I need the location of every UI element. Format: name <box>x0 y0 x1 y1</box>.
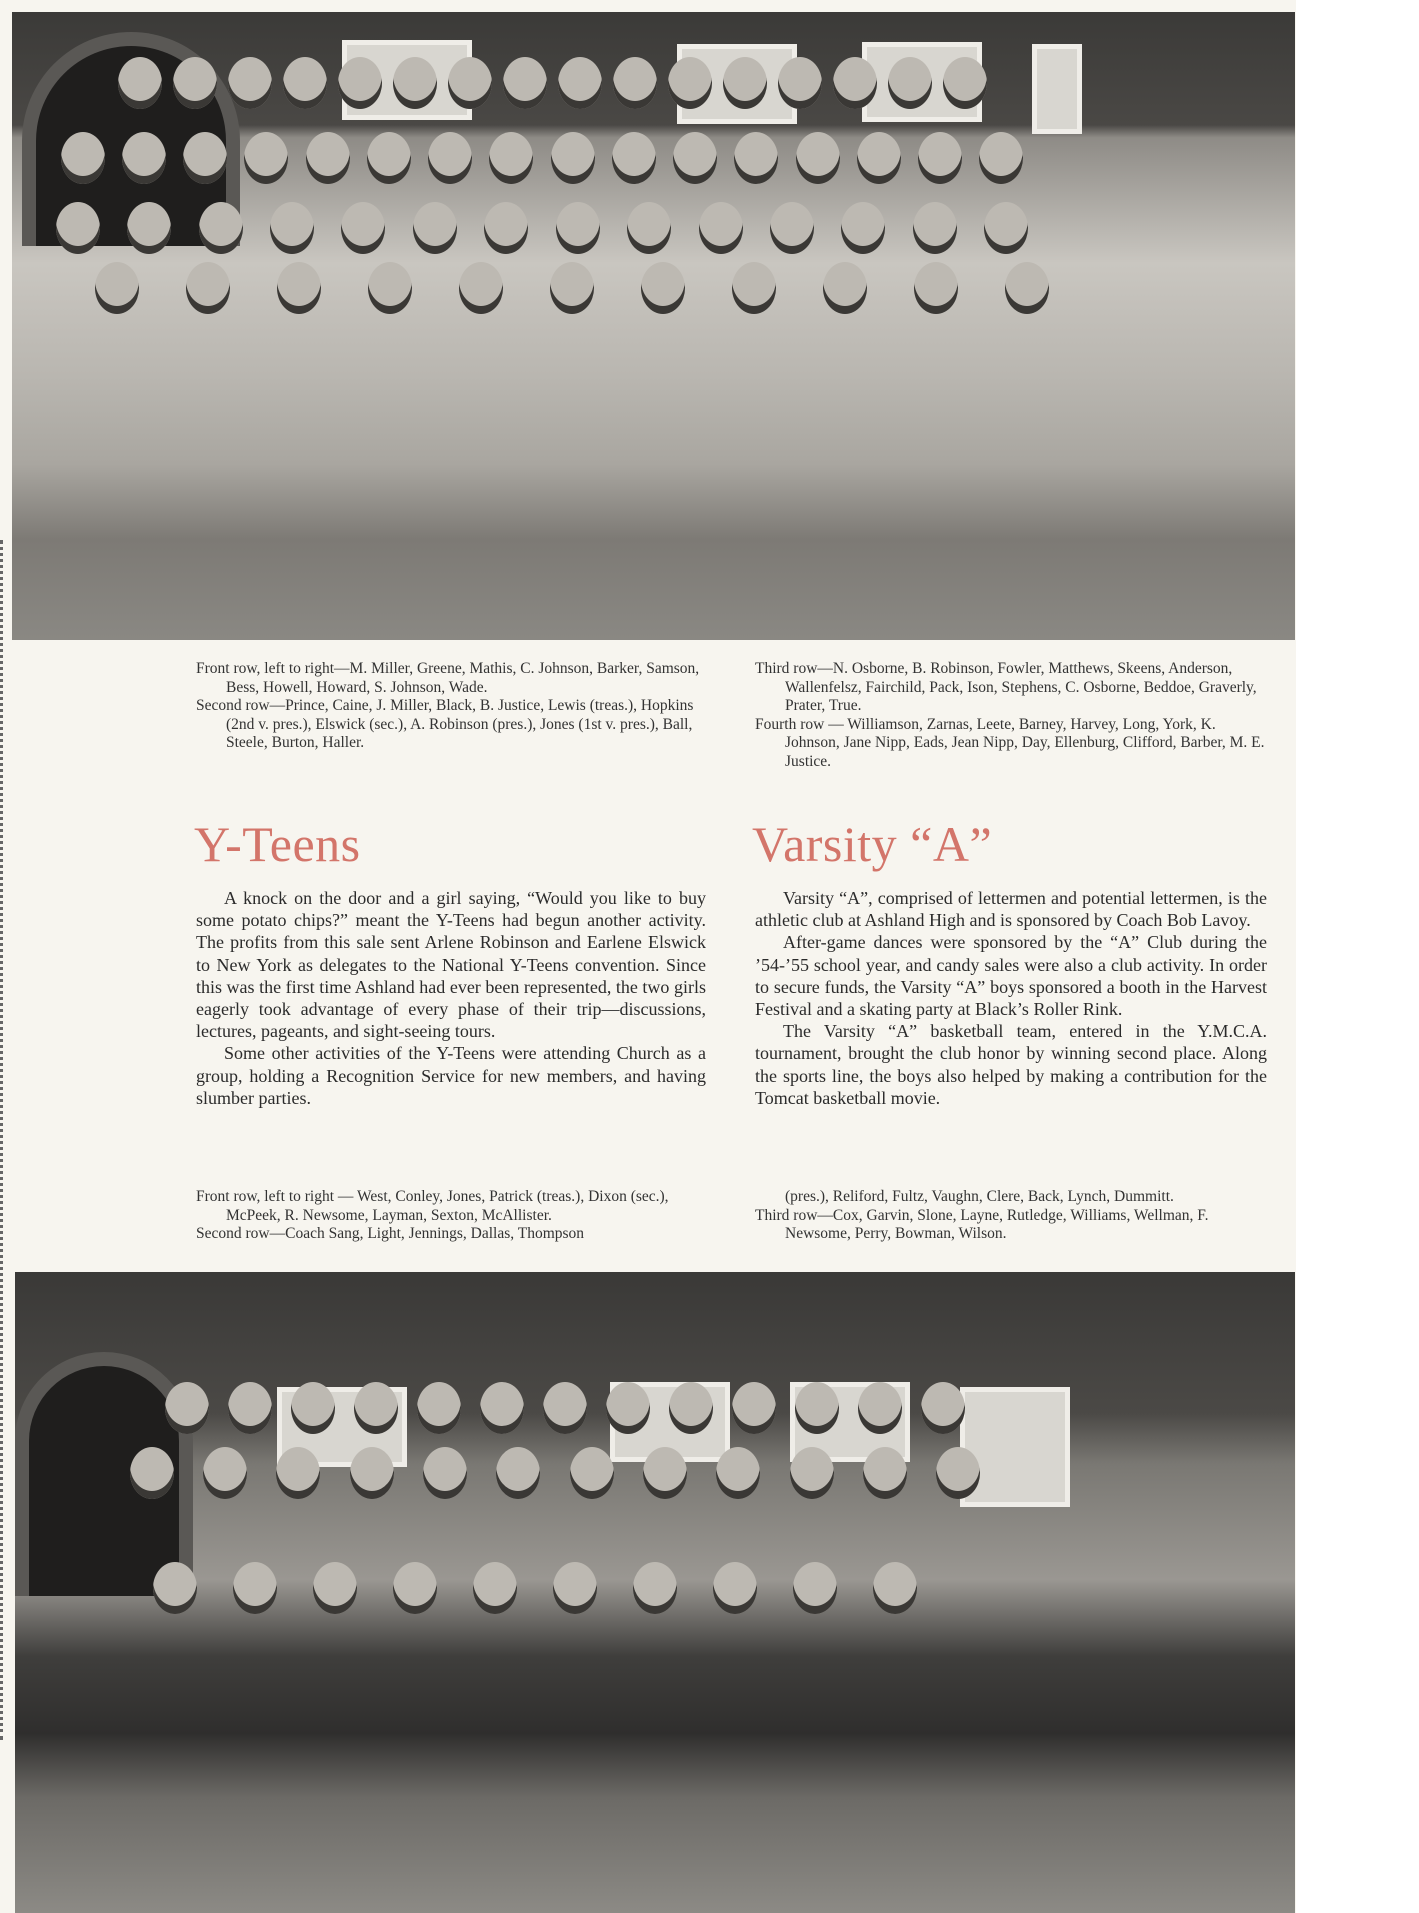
front-row-people <box>72 262 1072 314</box>
yteens-heading: Y-Teens <box>194 816 361 872</box>
varsity-photo-caption-left <box>196 1188 706 1244</box>
front-row-people <box>135 1562 935 1614</box>
caption-third-row: Third row—Cox, Garvin, Slone, Layne, Rutledge, Williams, Wellman, F. Newsome, Perry, Bowman, Wilson. <box>755 1206 1209 1242</box>
caption-second-row: Second row—Coach Sang, Light, Jennings, Dallas, Thompson <box>196 1225 585 1242</box>
yteens-paragraph: Some other activities of the Y-Teens were attending Church as a group, holding a Recognition Service for new members, and having slumber parties. <box>196 1043 706 1108</box>
varsity-paragraph: Varsity “A”, comprised of lettermen and potential lettermen, is the athletic club at Ashland High and is sponsored by Coach Bob Lavoy. <box>755 888 1267 931</box>
varsity-heading: Varsity “A” <box>752 816 993 872</box>
third-row-people <box>52 132 1032 184</box>
varsity-paragraph: The Varsity “A” basketball team, entered in the Y.M.C.A. tournament, brought the club honor by winning second place. Along the sports line, the boys also helped by making a contribution for the Tomcat basketball movie. <box>755 1021 1267 1108</box>
caption-second-row: Second row—Prince, Caine, J. Miller, Black, B. Justice, Lewis (treas.), Hopkins (2nd v. pres.), Elswick (sec.), A. Robinson (pres.), Jones (1st v. pres.), Ball, Steele, Burton, Haller. <box>196 697 694 751</box>
yteens-group-photo <box>12 12 1295 640</box>
varsity-group-photo <box>15 1272 1295 1913</box>
caption-third-row: Third row—N. Osborne, B. Robinson, Fowler, Matthews, Skeens, Anderson, Wallenfelsz, Fairchild, Pack, Ison, Stephens, C. Osborne, Beddoe, Graverly, Prater, True. <box>755 660 1257 714</box>
window <box>1032 44 1082 134</box>
varsity-photo-caption-right <box>755 1188 1267 1244</box>
yteens-photo-caption-left <box>196 660 706 753</box>
back-row-people <box>112 57 992 109</box>
back-row-people <box>155 1382 975 1434</box>
second-row-people <box>115 1447 995 1499</box>
caption-fourth-row: Fourth row — Williamson, Zarnas, Leete, Barney, Harvey, Long, York, K. Johnson, Jane Nipp, Eads, Jean Nipp, Day, Ellenburg, Clifford, Barber, M. E. Justice. <box>755 715 1265 770</box>
varsity-article <box>755 887 1267 1109</box>
caption-front-row: Front row, left to right — West, Conley, Jones, Patrick (treas.), Dixon (sec.), McPeek, R. Newsome, Layman, Sexton, McAllister. <box>196 1188 669 1224</box>
yteens-article <box>196 887 706 1109</box>
second-row-people <box>42 202 1042 254</box>
varsity-paragraph: After-game dances were sponsored by the “A” Club during the ’54-’55 school year, and candy sales were also a club activity. In order to secure funds, the Varsity “A” boys sponsored a booth in the Harvest Festival and a skating party at Black’s Roller Rink. <box>755 932 1267 1020</box>
caption-front-row: Front row, left to right—M. Miller, Greene, Mathis, C. Johnson, Barker, Samson, Bess, Howell, Howard, S. Johnson, Wade. <box>196 660 700 696</box>
yteens-photo-caption-right <box>755 660 1267 771</box>
binding-holes <box>0 540 7 1740</box>
yteens-paragraph: A knock on the door and a girl saying, “Would you like to buy some potato chips?” meant the Y-Teens had begun another activity. The profits from this sale sent Arlene Robinson and Earlene Elswick to New York as delegates to the National Y-Teens convention. Since this was the first time Ashland had ever been represented, the two girls eagerly took advantage of every phase of their trip—discussions, lectures, pageants, and sight-seeing tours. <box>196 888 706 1042</box>
caption-second-row-continued: (pres.), Reliford, Fultz, Vaughn, Clere, Back, Lynch, Dummitt. <box>785 1188 1174 1205</box>
